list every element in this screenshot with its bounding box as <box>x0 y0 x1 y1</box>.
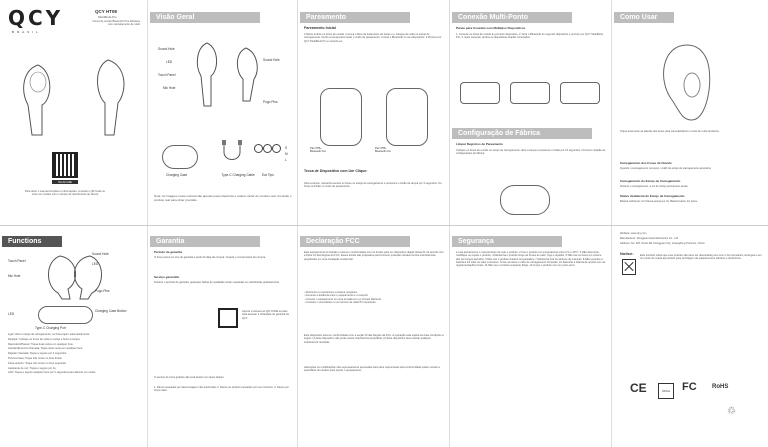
brand-logo: QCY <box>8 6 64 30</box>
header-visao-geral: Visão Geral <box>150 12 260 23</box>
care-text: Quando o carregamento começar, o LED do estojo de carregamento acenderá. <box>620 167 712 170</box>
label-led: LED <box>166 60 173 64</box>
fcc-text-3: Alterações ou modificações não expressamente aprovadas pela parte responsável pela conformidade podem anular a autoridade do usuário para operar o equipamento. <box>304 366 440 373</box>
function-row: Faixa anterior: Toque três vezes no fone esquerdo. <box>8 361 67 365</box>
case-illustration-2 <box>386 88 428 146</box>
fn-label-led: LED <box>92 262 99 266</box>
header-pareamento: Pareamento <box>300 12 410 23</box>
ear-tips-illustration <box>254 144 284 166</box>
fcc-mark-icon: FC <box>682 381 697 393</box>
warranty-qr-note: Aponte a câmera ao QR CODE ao lado para acessar a Variedade de garantia da QCY. <box>242 310 289 320</box>
ukca-mark-icon: UKCA <box>658 383 674 399</box>
functions-panel <box>0 226 148 447</box>
safety-text: 1.Leia atentamente o manual antes de usar o produto. 2.Use o produto em temperaturas entre 0°C e 45°C. 3.Não desmonte, modifique ou repare o produto. 4.Mantenha o produto longe de fontes de calor, fogo e líquidos. 5.Não use os fones em volume alto por longos períodos. 6.Não use o produto durante tempestades. 7.Mantenha fora do alcance de crianças. 8.Não exponha a bateria à luz solar ou calor excessivo. 9.Use somente o cabo de carregamento fornecido. 10.Descarte a bateria de acordo com as regulamentações locais. 11.Não use o produto enquanto dirige. 12.Limpe o produto com um pano seco. <box>456 251 606 268</box>
fcc-bullet: - Reoriente ou reposicione a antena receptora. <box>304 291 358 294</box>
function-row: ANC: Toque e segure qualquer fone por 2 segundos para alternar os modos. <box>8 371 97 375</box>
weee-bin-icon <box>622 259 636 275</box>
model-name: QCY HT08 <box>95 9 117 14</box>
scan-note: Para obter o manual completo e informações, consulte o QR Code ou entre em contato com o serviço de atendimento ao cliente <box>24 190 106 197</box>
function-row: Próxima faixa: Toque três vezes no fone direito. <box>8 356 63 360</box>
warranty-exclusions-intro: O serviço de troca gratuita não será aceito nos casos abaixo: <box>154 376 225 379</box>
fcc-bullet: - Consulte o revendedor ou um técnico de rádio/TV experiente. <box>304 300 377 304</box>
pod-label-2: Pair 0TB+ Bluetooth Fim <box>375 147 392 153</box>
warranty-period-text: O fone possui um ano de garantia a partir da data da compra. Guarde o comprovante de compra. <box>154 256 266 259</box>
phone-illustration-3 <box>560 82 600 104</box>
fn-label-case-button: Charging Case Button <box>95 309 127 313</box>
header-seguranca: Segurança <box>452 236 562 247</box>
fcc-bullet: - Conecte o equipamento em uma tomada em um circuito diferente. <box>304 297 382 301</box>
label-sound-hole-left: Sound Hole <box>158 47 175 51</box>
case-charge-text: Durante o carregamento, a luz do estojo permanece acesa. <box>620 185 689 188</box>
item-cable: Type-C Charging Cable <box>221 173 255 177</box>
warranty-qr-code[interactable] <box>218 308 238 328</box>
website: Website: www.qcy.com <box>620 232 647 235</box>
ear-tip-l <box>272 144 281 153</box>
factory-case-illustration <box>500 185 550 215</box>
earbud-right-diagram <box>228 45 263 105</box>
fn-label-sound-hole: Sound Hole <box>92 252 109 256</box>
fn-label-mic-hole: Mic Hole <box>8 274 21 278</box>
pairing-title: Pareamento Inicial <box>304 26 336 30</box>
warranty-period-title: Período de garantia <box>154 250 183 254</box>
header-fcc: Declaração FCC <box>300 236 410 247</box>
switch-text: Abra a tampa, mantenha ambos os fones no estojo de carregamento e pressione o botão de tampa por 3 segundos. Os fones entrarão no modo de pareamento. <box>304 182 442 189</box>
fn-label-type-c: Type-C Charging Port <box>35 326 66 330</box>
tip-size-m: M <box>285 152 288 156</box>
function-row: Atender/Encerrar chamada: Toque duas vezes em qualquer fone. <box>8 347 84 351</box>
phone-illustration-1 <box>460 82 500 104</box>
pod-label-1: Pair 0TB+ Bluetooth Fim <box>310 147 327 153</box>
case-charge-title: Carregamento do Estojo de Carregamento <box>620 179 681 183</box>
fcc-text-2: Este dispositivo está em conformidade com a seção 15 das Regras da FCC. A operação está sujeita às duas condições a seguir: (1) Este dispositivo não pode causar interferência prejudicial. (2) Este dispositivo deve aceitar qualquer interferência recebida. <box>304 334 444 344</box>
function-row: Reproduzir/Pausar: Toque duas vezes em qualquer fone. <box>8 342 74 346</box>
notice-text: Este símbolo indica que este produto não deve ser descartado junto com o lixo doméstico. Entregue-o em um ponto de coleta apropriado para reciclagem de equipamentos elétricos e eletrônicos. <box>640 254 762 261</box>
charging-case-illustration <box>162 145 198 169</box>
functions-case-diagram <box>38 306 93 324</box>
item-ear-tips: Ear Tips <box>262 173 274 177</box>
fcc-panel <box>298 226 450 447</box>
label-pogo-pins: Pogo Pins <box>263 100 278 104</box>
brand-sub: BRASIL <box>12 30 41 34</box>
overview-note: Nota: As imagens neste manual são apenas para referência e podem variar do produto real. Consulte o produto real para obter precisão. <box>154 194 292 202</box>
scan-me-label: SCAN ME <box>52 180 78 184</box>
tip-size-l: L <box>285 158 287 162</box>
header-fabrica: Configuração de Fábrica <box>452 128 592 139</box>
factory-text: Coloque os fones de ouvido no estojo de carregamento, abra a tampa e pressione o botão por 15 segundos. Os fones voltarão às configurações de fábrica. <box>456 149 606 156</box>
ear-tip-s <box>254 144 263 153</box>
label-touch-panel: Touch Panel <box>158 73 176 77</box>
label-mic-hole: Mic Hole <box>163 86 176 90</box>
tip-size-s: S <box>285 146 288 150</box>
fcc-text: Este equipamento foi testado e está em conformidade com os limites para um dispositivo digital Classe B, de acordo com a Parte 15 das Regras da FCC. Esses limites são projetados para fornecer proteção razoável contra interferências prejudiciais em uma instalação residencial. <box>304 251 444 261</box>
ear-illustration <box>652 40 722 125</box>
header-multi-ponto: Conexão Multi-Ponto <box>452 12 572 23</box>
rohs-mark-icon: RoHS <box>712 384 729 390</box>
ce-mark-icon: CE <box>630 381 647 395</box>
factory-title: Limpar Registros de Pareamento <box>456 142 504 146</box>
header-functions: Functions <box>2 236 62 247</box>
info-panel <box>612 226 768 447</box>
usage-text: Toque levemente as laterais dos fones para cancelar/ativar o modo de ruído ambiente. <box>620 130 720 133</box>
functions-earbud-diagram <box>40 251 110 301</box>
warranty-service-text: Durante o período de garantia, quaisquer falhas de qualidade serão reparadas ou substituídas gratuitamente. <box>154 281 280 284</box>
cert-row <box>630 381 760 401</box>
fn-label-case-led: LED <box>8 312 15 316</box>
function-list <box>8 333 144 375</box>
cable-illustration <box>220 140 245 170</box>
fn-label-touch-panel: Touch Panel <box>8 259 26 263</box>
phone-illustration-2 <box>510 82 550 104</box>
recycle-icon: ♲ <box>727 406 736 417</box>
care-title: Carregamento dos Fones de Ouvido <box>620 161 672 165</box>
model-desc: Fones de ouvido Bluetooth True Wireless com cancelamento de ruído <box>92 20 140 27</box>
warranty-service-title: Serviço garantido <box>154 275 180 279</box>
function-row: Rejeitar chamada: Toque e segure por 2 segundos. <box>8 352 67 356</box>
safety-panel <box>450 226 612 447</box>
fn-label-pogo-pins: Pogo Pins <box>95 289 110 293</box>
model-subtitle: MeloBuds Pro <box>98 15 117 19</box>
multi-title: Pareie para Conexão com Múltiplos Dispositivos <box>456 26 526 30</box>
pairing-text: 1.Retire ambos os fones de ouvido, remova o filme de isolamento do estojo e o coloque de volta no estojo de carregamento. Feche a tampa para iniciar o modo de pareamento. 2.Ative o Bluetooth no seu dispositivo. 3.Procure por QCY MeloBuds Pro e conecte-se. <box>304 33 442 43</box>
fcc-bullets <box>304 291 444 304</box>
multi-text: 1. Conecte os fones de ouvido ao primeiro dispositivo. 2. Abra o Bluetooth do segundo dispositivo e procure por QCY MeloBuds Pro. 3. Após conectar, ambos os dispositivos ficarão conectados. <box>456 33 603 40</box>
function-row: Assistente de voz: Toque e segure por 2s. <box>8 366 57 370</box>
header-como-usar: Como Usar <box>614 12 674 23</box>
manufacturer: Manufacturer: Dongguan Hele Electronics Co., Ltd <box>620 237 678 240</box>
header-garantia: Garantia <box>150 236 260 247</box>
case-illustration-1 <box>320 88 362 146</box>
earbud-illustration-left <box>18 60 73 140</box>
fcc-bullet: - Aumente a distância entre o equipamento e o receptor. <box>304 294 369 298</box>
switch-title: Troca de Dispositivo com Um Clique: <box>304 169 368 173</box>
battery-status-title: Status da Bateria do Estojo de Carregamento <box>620 194 685 198</box>
qr-code[interactable] <box>52 152 78 178</box>
notice-title: Notice: <box>620 251 634 256</box>
label-sound-hole-right: Sound Hole <box>263 58 280 62</box>
battery-status-text: Bateria suficiente: luz branca acesa por 3s. Bateria baixa: luz pisca. <box>620 200 698 203</box>
item-charging-case: Charging Case <box>166 173 188 177</box>
function-row: Desligar: Coloque os fones de volta no estojo e feche a tampa. <box>8 337 81 341</box>
warranty-exclusions: 1. Danos causados por desmontagem não autorizada; 2. Danos ao produto causados por uso incorreto; 3. Danos por força maior. <box>154 386 289 393</box>
earbud-left-diagram <box>193 40 223 110</box>
address: Address: No. 325 Yonhe Rd, Dongguan City, Guangdong Province, China <box>620 242 705 245</box>
earbud-illustration-right <box>78 55 133 140</box>
ear-tip-m <box>263 144 272 153</box>
function-row: Ligar: Abra o estojo de carregamento; os fones ligam automaticamente. <box>8 333 91 336</box>
warranty-panel <box>148 226 298 447</box>
